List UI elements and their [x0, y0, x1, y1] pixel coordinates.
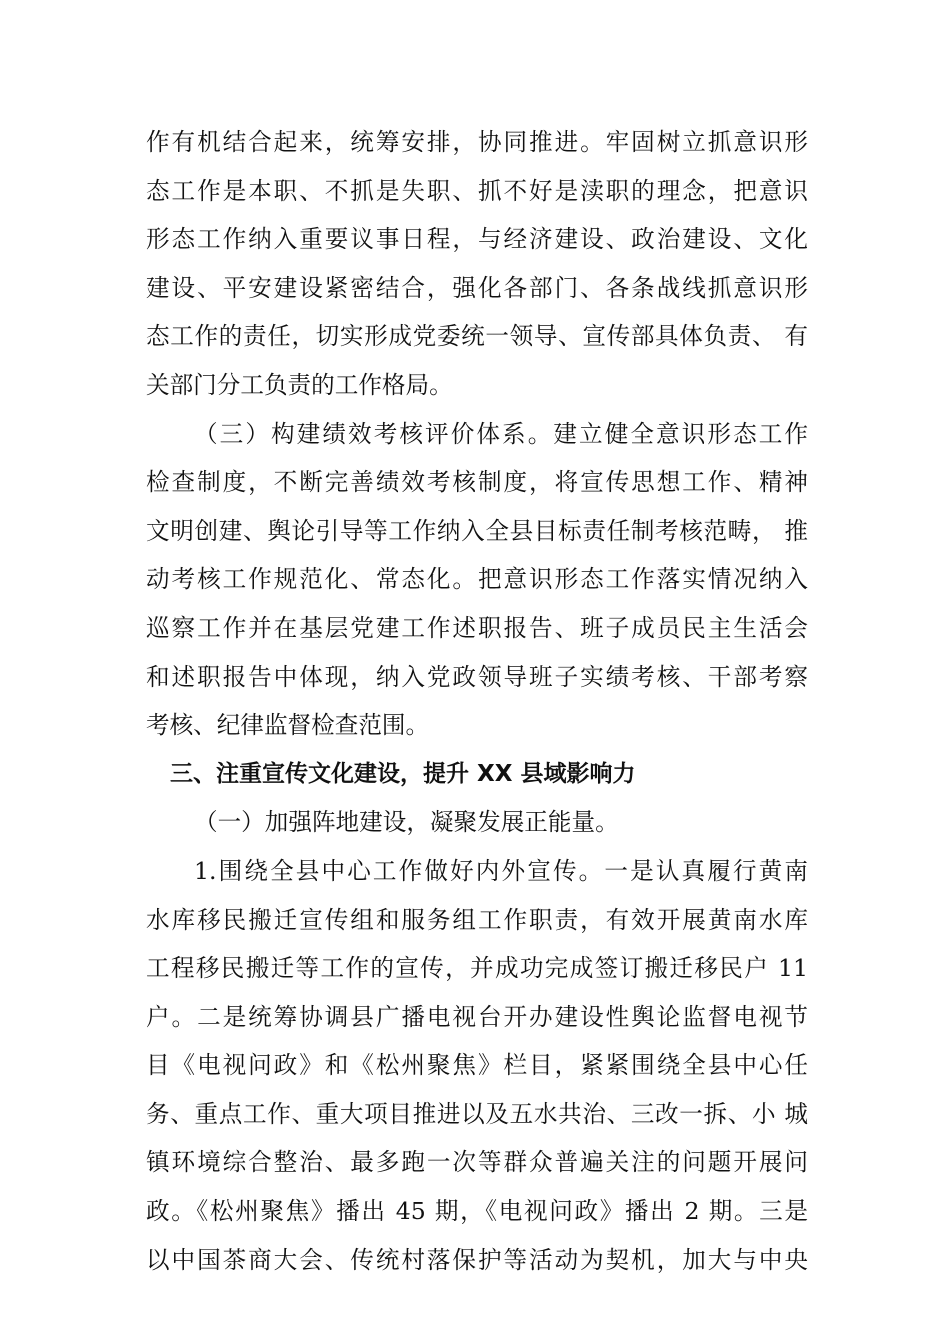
body-line: 动考核工作规范化、常态化。把意识形态工作落实情况纳入: [146, 565, 808, 594]
body-line: 建设、平安建设紧密结合，强化各部门、各条战线抓意识形: [146, 273, 808, 302]
body-line: 考核、纪律监督检查范围。: [146, 711, 430, 740]
body-line: 形态工作纳入重要议事日程，与经济建设、政治建设、文化: [146, 225, 808, 254]
body-line: 态工作的责任，切实形成党委统一领导、宣传部具体负责、 有: [146, 322, 808, 351]
body-line: 巡察工作并在基层党建工作述职报告、班子成员民主生活会: [146, 613, 808, 642]
body-line: 水库移民搬迁宣传组和服务组工作职责，有效开展黄南水库: [146, 905, 808, 934]
body-line: 户。二是统筹协调县广播电视台开办建设性舆论监督电视节: [146, 1002, 808, 1031]
body-line: 目《电视问政》和《松州聚焦》栏目，紧紧围绕全县中心任: [146, 1051, 808, 1080]
body-line: 工程移民搬迁等工作的宣传，并成功完成签订搬迁移民户 11: [146, 954, 808, 983]
body-line: 务、重点工作、重大项目推进以及五水共治、三改一拆、小 城: [146, 1099, 808, 1128]
body-line: （三）构建绩效考核评价体系。建立健全意识形态工作: [194, 419, 808, 448]
body-line: 1.围绕全县中心工作做好内外宣传。一是认真履行黄南: [194, 856, 808, 885]
body-line: 态工作是本职、不抓是失职、抓不好是渎职的理念，把意识: [146, 176, 808, 205]
body-line: 作有机结合起来，统筹安排，协同推进。牢固树立抓意识形: [146, 128, 808, 156]
subsection-heading: （一）加强阵地建设，凝聚发展正能量。: [194, 808, 619, 837]
body-line: 文明创建、舆论引导等工作纳入全县目标责任制考核范畴， 推: [146, 516, 808, 545]
section-heading: 三、注重宣传文化建设，提升 XX 县域影响力: [170, 760, 636, 787]
body-line: 和述职报告中体现，纳入党政领导班子实绩考核、干部考察: [146, 662, 808, 691]
body-line: 检查制度，不断完善绩效考核制度，将宣传思想工作、精神: [146, 468, 808, 497]
body-line: 镇环境综合整治、最多跑一次等群众普遍关注的问题开展问: [146, 1148, 808, 1177]
body-line: 政。《松州聚焦》播出 45 期，《电视问政》播出 2 期。三是: [146, 1197, 808, 1226]
document-body: [146, 118, 808, 1284]
body-line: 以中国茶商大会、传统村落保护等活动为契机，加大与中央: [146, 1245, 808, 1274]
body-line: 关部门分工负责的工作格局。: [146, 370, 453, 399]
